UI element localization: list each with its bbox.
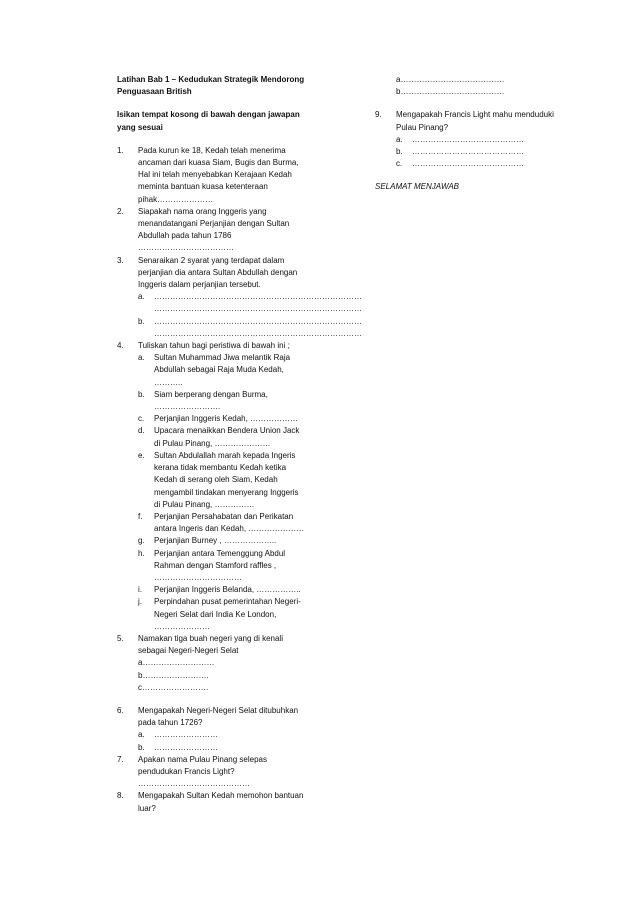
question-4 (117, 340, 312, 633)
sub-item-text: Perpindahan pusat pemerintahan Negeri- (154, 597, 301, 607)
sub-item-label: c. (396, 159, 403, 169)
sub-item-text: Abdullah sebagai Raja Muda Kedah, (154, 365, 284, 375)
worksheet-title-continued: Penguasaan British (117, 87, 192, 97)
question-text: pendudukan Francis Light? (138, 766, 235, 776)
sub-item-text: …………………………………… (412, 147, 524, 157)
sub-item (138, 729, 312, 741)
sub-item (138, 742, 312, 754)
question-text: menandatangani Perjanjian dengan Sultan (138, 219, 290, 229)
question-text: meminta bantuan kuasa ketenteraan (138, 182, 268, 192)
question-text: Pulau Pinang? (396, 122, 449, 132)
question-number: 6. (117, 705, 124, 715)
question-text: Mengapakah Sultan Kedah memohon bantuan (138, 791, 304, 801)
question-text: pada tahun 1726? (138, 718, 203, 728)
sub-item-text: …………………… (154, 742, 218, 752)
sub-item-text: Perjanjian Inggeris Kedah, ……………… (154, 414, 299, 424)
right-column (375, 74, 575, 194)
question-1 (117, 145, 312, 206)
sub-item-text: …………………………………………………………………… (154, 304, 362, 314)
sub-item-label: b. (396, 147, 403, 157)
sub-item (138, 596, 312, 633)
sub-item-text: …………………………………… (412, 134, 524, 144)
instructions-continued: yang sesuai (117, 122, 163, 132)
sub-item (138, 511, 312, 535)
sub-item-label: h. (138, 548, 145, 558)
sub-item-text: …………………………… (154, 572, 242, 582)
question-5 (117, 633, 312, 694)
sub-item-label: a. (396, 134, 403, 144)
left-column (117, 74, 362, 815)
question-text: sebagai Negeri-Negeri Selat (138, 646, 239, 656)
sub-item-text: di Pulau Pinang, …………… (154, 499, 255, 509)
question-text: pihak………………… (138, 194, 214, 204)
question-text: c……………………. (138, 682, 209, 692)
question-6 (117, 705, 312, 754)
question-text: b……………………. (138, 670, 209, 680)
question-text: Abdullah pada tahun 1786 (138, 231, 232, 241)
question-number: 3. (117, 255, 124, 265)
sub-item-label: a. (138, 353, 145, 363)
question-8 (117, 790, 312, 814)
closing-text: SELAMAT MENJAWAB (375, 182, 460, 192)
sub-item-text: …………………………………………………………………… (154, 328, 362, 338)
sub-item-label: d. (138, 426, 145, 436)
sub-item-text: Perjanjian Burney , ……………….. (154, 536, 277, 546)
sub-item-text: Perjanjian antara Temenggung Abdul (154, 548, 286, 558)
sub-item-text: Sultan Muhammad Jiwa melantik Raja (154, 353, 291, 363)
question-text: Inggeris dalam perjanjian tersebut. (138, 280, 261, 290)
question-text: luar? (138, 803, 156, 813)
question-text: a……………………… (138, 658, 215, 668)
sub-item (138, 316, 362, 340)
answer-line-a: a………………………………… (396, 75, 505, 84)
question-7 (117, 754, 312, 791)
sub-item (138, 535, 312, 547)
question-text: Mengapakah Negeri-Negeri Selat ditubuhkan (138, 705, 299, 715)
sub-item (138, 584, 312, 596)
question-9 (375, 109, 575, 170)
sub-item-text: Perjanjian Inggeris Belanda, …………….. (154, 585, 301, 595)
sub-item (396, 146, 575, 158)
sub-item-label: e. (138, 450, 145, 460)
question-2 (117, 206, 312, 255)
sub-item-text: Kedah di serang oleh Siam, Kedah (154, 475, 278, 485)
question-number: 9. (375, 110, 382, 120)
sub-item-text: di Pulau Pinang, ………………… (154, 438, 271, 448)
sub-item-text: ……….. (154, 377, 183, 387)
sub-item-text: Siam berperang dengan Burma, (154, 389, 268, 399)
sub-item-label: g. (138, 536, 145, 546)
question-text: Namakan tiga buah negeri yang di kenali (138, 633, 283, 643)
question-number: 5. (117, 633, 124, 643)
sub-item (396, 158, 575, 170)
sub-item (138, 548, 312, 585)
sub-item-text: Negeri Selat dari India Ke London, (154, 609, 277, 619)
question-text: perjanjian dia antara Sultan Abdullah dengan (138, 267, 298, 277)
question-text: Tuliskan tahun bagi peristiwa di bawah ini ; (138, 341, 290, 351)
answer-line-b: b………………………………… (396, 87, 505, 97)
sub-item-text: antara Ingeris dan Kedah, ………………… (154, 524, 305, 534)
question-number: 1. (117, 145, 124, 155)
worksheet-title: Latihan Bab 1 – Kedudukan Strategik Mendorong (117, 75, 305, 84)
question-text: Pada kurun ke 18, Kedah telah menerima (138, 145, 286, 155)
sub-item (138, 352, 312, 389)
sub-item-text: …………………………………………………………………… (154, 316, 362, 326)
sub-item-text: Upacara menaikkan Bendera Union Jack (154, 426, 300, 436)
question-text: Apakan nama Pulau Pinang selepas (138, 754, 267, 764)
question-text: ……………………………… (138, 243, 234, 253)
question-text: Hal ini telah menyebabkan Kerajaan Kedah (138, 170, 292, 180)
question-number: 7. (117, 754, 124, 764)
sub-item-text: Rahman dengan Stamford raffles , (154, 560, 277, 570)
sub-item-text: …………………… (154, 730, 218, 740)
instructions: Isikan tempat kosong di bawah dengan jawapan (117, 110, 300, 120)
question-text: Siapakah nama orang Inggeris yang (138, 206, 267, 216)
question-number: 4. (117, 341, 124, 351)
sub-item (138, 413, 312, 425)
sub-item-text: …………………………………… (412, 159, 524, 169)
sub-item-label: c. (138, 414, 145, 424)
question-number: 2. (117, 206, 124, 216)
sub-item-text: ………………… (154, 621, 210, 631)
sub-item-text: mengambil tindakan menyerang Inggeris (154, 487, 299, 497)
question-3 (117, 255, 362, 340)
sub-item (138, 291, 362, 315)
sub-item-text: Sultan Abdulallah marah kepada Ingeris (154, 450, 296, 460)
sub-item-label: a. (138, 730, 145, 740)
sub-item-label: b. (138, 389, 145, 399)
sub-item-label: f. (138, 511, 143, 521)
sub-item-text: …………………………………………………………………… (154, 292, 362, 302)
sub-item-label: i. (138, 585, 142, 595)
question-text: Senaraikan 2 syarat yang terdapat dalam (138, 255, 285, 265)
sub-item (396, 134, 575, 146)
sub-item-label: b. (138, 316, 145, 326)
sub-item-label: b. (138, 742, 145, 752)
question-text: Mengapakah Francis Light mahu menduduki (396, 110, 554, 120)
sub-item-text: kerana tidak membantu Kedah ketika (154, 463, 287, 473)
sub-item-label: j. (138, 597, 142, 607)
sub-item-text: Perjanjian Persahabatan dan Perikatan (154, 511, 294, 521)
question-number: 8. (117, 791, 124, 801)
sub-item (138, 450, 312, 511)
sub-item (138, 389, 312, 413)
question-text: ancaman dari kuasa Siam, Bugis dan Burma, (138, 158, 299, 168)
sub-item-text: ……………………. (154, 402, 221, 412)
sub-item-label: a. (138, 292, 145, 302)
question-text: …………………………………… (138, 779, 250, 789)
sub-item (138, 425, 312, 449)
